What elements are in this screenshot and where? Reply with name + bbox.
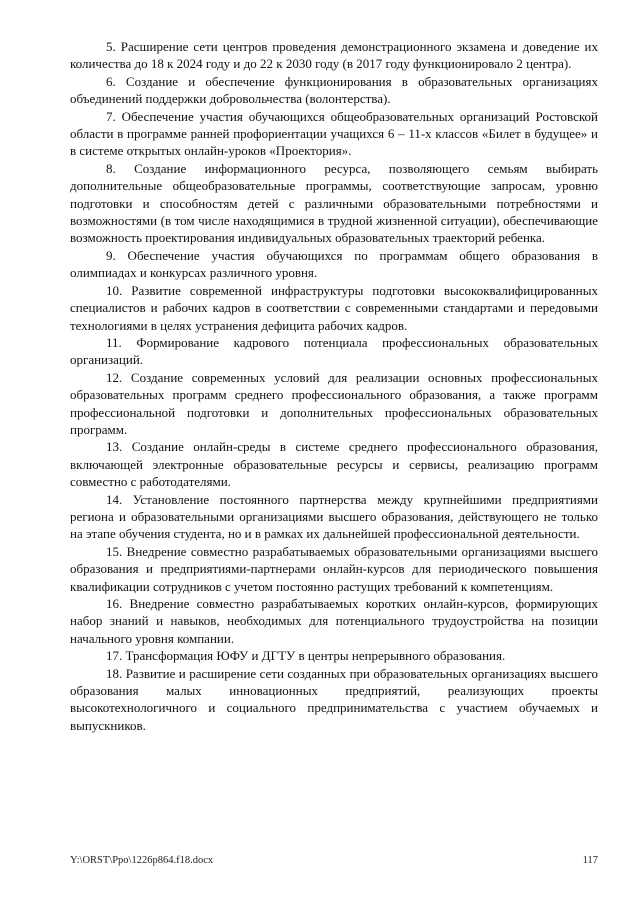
footer-file-path: Y:\ORST\Ppo\1226p864.f18.docx bbox=[70, 855, 214, 866]
paragraph-item-7: 7. Обеспечение участия обучающихся общеобразовательных организаций Ростовской области в программе ранней профориентации учащихся 6 – 11-х классов «Билет в будущее» и в системе открытых онлайн-уроков «Проектория». bbox=[70, 108, 598, 159]
paragraph-item-5: 5. Расширение сети центров проведения демонстрационного экзамена и доведение их количества до 18 к 2024 году и до 22 к 2030 году (в 2017 году функционировало 2 центра). bbox=[70, 39, 598, 72]
paragraph-item-8: 8. Создание информационного ресурса, позволяющего семьям выбирать дополнительные общеобразовательные программы, соответствующие запросам, уровню подготовки и способностям детей с различными образовательными потребностями и возможностями (в том числе находящимися в трудной жизненной ситуации), обеспечивающие возможность проектирования индивидуальных образовательных траекторий ребенка. bbox=[70, 160, 598, 246]
paragraph-item-17: 17. Трансформация ЮФУ и ДГТУ в центры непрерывного образования. bbox=[106, 648, 506, 664]
paragraph-item-18: 18. Развитие и расширение сети созданных при образовательных организациях высшего образования малых инновационных предприятий, реализующих проекты высокотехнологичного и социального предпринимательства с участием обучаемых и выпускников. bbox=[70, 665, 598, 733]
paragraph-item-6: 6. Создание и обеспечение функционирования в образовательных организациях объединений поддержки добровольчества (волонтерства). bbox=[70, 73, 598, 107]
paragraph-item-9: 9. Обеспечение участия обучающихся по программам общего образования в олимпиадах и конкурсах различного уровня. bbox=[70, 247, 598, 281]
paragraph-item-14: 14. Установление постоянного партнерства между крупнейшими предприятиями региона и образовательными организациями высшего образования, действующего не только на этапе обучения студента, но и в рамках их дальнейшей профессиональной деятельности. bbox=[70, 491, 598, 542]
paragraph-item-11: 11. Формирование кадрового потенциала профессиональных образовательных организаций. bbox=[70, 334, 598, 368]
paragraph-item-15: 15. Внедрение совместно разрабатываемых образовательными организациями высшего образования и предприятиями-партнерами онлайн-курсов для периодического повышения квалификации сотрудников с учетом постоянно растущих требований к компетенциям. bbox=[70, 543, 598, 594]
paragraph-item-10: 10. Развитие современной инфраструктуры подготовки высококвалифицированных специалистов и рабочих кадров в соответствии с современными стандартами и передовыми технологиями в целях устранения дефицита рабочих кадров. bbox=[70, 282, 598, 333]
paragraph-item-16: 16. Внедрение совместно разрабатываемых коротких онлайн-курсов, формирующих набор знаний и навыков, необходимых для потенциального трудоустройства на позиции начального уровня компании. bbox=[70, 596, 598, 646]
paragraph-item-13: 13. Создание онлайн-среды в системе среднего профессионального образования, включающей электронные образовательные ресурсы и сервисы, реализацию программ совместно с работодателями. bbox=[70, 439, 598, 490]
footer-page-number: 117 bbox=[582, 855, 598, 866]
paragraph-item-12: 12. Создание современных условий для реализации основных профессиональных образовательных программ среднего профессионального образования, а также программ профессиональной подготовки и дополнительных профессиональных образовательных программ. bbox=[70, 369, 598, 437]
document-body bbox=[70, 38, 598, 734]
